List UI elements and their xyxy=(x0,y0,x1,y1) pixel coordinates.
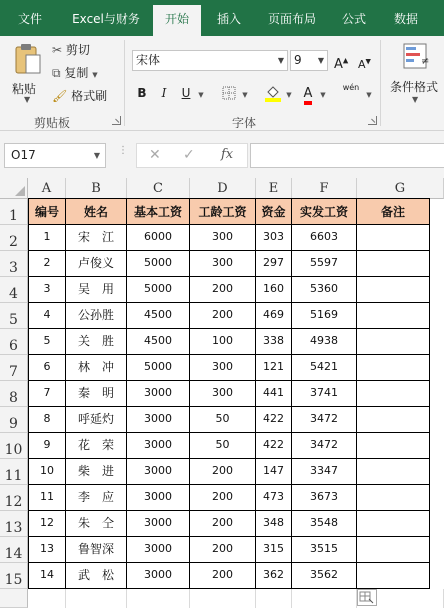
table-cell[interactable]: 5000 xyxy=(127,251,190,277)
table-cell[interactable]: 10 xyxy=(28,459,66,485)
table-cell[interactable]: 5 xyxy=(28,329,66,355)
table-cell[interactable] xyxy=(357,485,430,511)
conditional-format-label: 条件格式 xyxy=(390,80,439,94)
header-cell[interactable]: 编号 xyxy=(28,199,66,225)
table-cell[interactable]: 5597 xyxy=(292,251,357,277)
column-header-f[interactable]: F xyxy=(292,178,357,199)
formula-buttons xyxy=(136,143,248,168)
table-cell[interactable]: 200 xyxy=(190,277,256,303)
table-cell[interactable]: 公孙胜 xyxy=(66,303,127,329)
chevron-down-icon[interactable]: ▼ xyxy=(198,91,204,99)
table-cell[interactable] xyxy=(357,459,430,485)
table-cell[interactable] xyxy=(357,225,430,251)
tab-insert[interactable]: 插入 xyxy=(216,12,241,26)
row-header[interactable]: 4 xyxy=(0,277,28,303)
chevron-down-icon[interactable]: ▼ xyxy=(286,91,292,99)
table-cell[interactable]: 200 xyxy=(190,511,256,537)
gridline xyxy=(255,589,256,608)
underline-button[interactable]: U xyxy=(181,86,191,100)
table-cell[interactable]: 关 胜 xyxy=(66,329,127,355)
table-cell[interactable]: 300 xyxy=(190,225,256,251)
table-cell[interactable]: 13 xyxy=(28,537,66,563)
quick-analysis-glyph xyxy=(358,590,376,605)
table-cell[interactable]: 3 xyxy=(28,277,66,303)
table-cell[interactable]: 5169 xyxy=(292,303,357,329)
copy-label: 复制 xyxy=(64,66,89,80)
phonetic-label: wén xyxy=(342,83,360,92)
chevron-down-icon: ▼ xyxy=(92,71,98,79)
table-cell[interactable]: 3472 xyxy=(292,433,357,459)
table-cell[interactable]: 3000 xyxy=(127,511,190,537)
row-header-empty[interactable] xyxy=(0,589,28,608)
table-cell[interactable]: 300 xyxy=(190,251,256,277)
table-cell[interactable]: 338 xyxy=(256,329,292,355)
tab-excel-finance[interactable]: Excel与财务 xyxy=(72,12,140,26)
tab-home[interactable]: 开始 xyxy=(153,5,201,36)
phonetic-button[interactable] xyxy=(340,82,362,104)
table-cell[interactable]: 12 xyxy=(28,511,66,537)
row-header[interactable]: 1 xyxy=(0,199,28,225)
table-cell[interactable]: 315 xyxy=(256,537,292,563)
name-box[interactable] xyxy=(4,143,106,168)
clipboard-group-label: 剪贴板 xyxy=(34,116,71,130)
quick-analysis-icon[interactable] xyxy=(357,589,377,606)
table-cell[interactable]: 300 xyxy=(190,355,256,381)
table-cell[interactable]: 6000 xyxy=(127,225,190,251)
row-header[interactable]: 15 xyxy=(0,563,28,589)
table-cell[interactable]: 3347 xyxy=(292,459,357,485)
chevron-down-icon[interactable]: ▼ xyxy=(366,91,372,99)
table-cell[interactable]: 柴 进 xyxy=(66,459,127,485)
table-cell[interactable] xyxy=(357,537,430,563)
row-header[interactable]: 2 xyxy=(0,225,28,251)
table-cell[interactable]: 160 xyxy=(256,277,292,303)
table-cell[interactable]: 3000 xyxy=(127,485,190,511)
gridline xyxy=(291,589,292,608)
column-header-g[interactable]: G xyxy=(357,178,444,199)
chevron-down-icon[interactable]: ▼ xyxy=(320,91,326,99)
table-cell[interactable]: 3548 xyxy=(292,511,357,537)
chevron-down-icon: ▼ xyxy=(412,95,419,104)
table-cell[interactable]: 鲁智深 xyxy=(66,537,127,563)
decrease-font-icon: A▼ xyxy=(358,57,371,71)
header-cell[interactable]: 实发工资 xyxy=(292,199,357,225)
chevron-down-icon: ▼ xyxy=(24,95,31,104)
table-cell[interactable]: 473 xyxy=(256,485,292,511)
header-cell[interactable]: 工龄工资 xyxy=(190,199,256,225)
header-cell[interactable]: 姓名 xyxy=(66,199,127,225)
row-header[interactable]: 3 xyxy=(0,251,28,277)
table-cell[interactable]: 14 xyxy=(28,563,66,589)
paintbrush-icon: 🖌 xyxy=(52,89,68,103)
gridline xyxy=(126,589,127,608)
format-painter-button[interactable] xyxy=(52,86,107,106)
font-name-combo[interactable] xyxy=(132,50,288,71)
table-cell[interactable]: 6 xyxy=(28,355,66,381)
font-name-value: 宋体 xyxy=(136,53,161,67)
table-cell[interactable]: 3000 xyxy=(127,433,190,459)
bold-button[interactable]: B xyxy=(137,86,147,100)
row-header[interactable]: 8 xyxy=(0,381,28,407)
clipboard-dialog-launcher[interactable] xyxy=(112,116,121,125)
row-header[interactable]: 13 xyxy=(0,511,28,537)
table-cell[interactable]: 1 xyxy=(28,225,66,251)
font-dialog-launcher[interactable] xyxy=(368,116,377,125)
table-cell[interactable]: 3000 xyxy=(127,563,190,589)
column-header-d[interactable]: D xyxy=(190,178,256,199)
table-cell[interactable]: 5000 xyxy=(127,355,190,381)
row-header[interactable]: 11 xyxy=(0,459,28,485)
cut-button[interactable] xyxy=(52,40,90,60)
table-cell[interactable]: 469 xyxy=(256,303,292,329)
format-painter-label: 格式刷 xyxy=(71,89,108,103)
clipboard-icon xyxy=(13,42,43,76)
header-cell[interactable]: 资金 xyxy=(256,199,292,225)
table-cell[interactable]: 吴 用 xyxy=(66,277,127,303)
chevron-down-icon: ▼ xyxy=(277,56,284,65)
table-cell[interactable]: 李 应 xyxy=(66,485,127,511)
table-cell[interactable]: 50 xyxy=(190,433,256,459)
table-cell[interactable]: 3000 xyxy=(127,407,190,433)
table-cell[interactable] xyxy=(357,407,430,433)
table-cell[interactable]: 朱 仝 xyxy=(66,511,127,537)
table-cell[interactable]: 呼延灼 xyxy=(66,407,127,433)
table-cell[interactable]: 卢俊义 xyxy=(66,251,127,277)
fill-color-button[interactable] xyxy=(262,82,284,104)
table-cell[interactable]: 362 xyxy=(256,563,292,589)
table-cell[interactable]: 林 冲 xyxy=(66,355,127,381)
table-cell[interactable] xyxy=(357,277,430,303)
tab-formulas[interactable]: 公式 xyxy=(341,12,366,26)
enter-icon[interactable]: ✓ xyxy=(183,147,195,163)
table-cell[interactable]: 303 xyxy=(256,225,292,251)
tab-page-layout[interactable]: 页面布局 xyxy=(267,12,316,26)
table-cell[interactable]: 3741 xyxy=(292,381,357,407)
table-cell[interactable]: 200 xyxy=(190,563,256,589)
table-cell[interactable]: 宋 江 xyxy=(66,225,127,251)
table-cell[interactable]: 武 松 xyxy=(66,563,127,589)
worksheet-grid[interactable] xyxy=(0,178,444,608)
conditional-format-icon xyxy=(402,42,432,72)
italic-button[interactable]: I xyxy=(161,86,167,100)
table-cell[interactable]: 5421 xyxy=(292,355,357,381)
font-size-combo[interactable] xyxy=(290,50,328,71)
font-size-value: 9 xyxy=(294,53,302,67)
insert-function-button[interactable]: fx xyxy=(221,147,234,162)
table-cell[interactable]: 147 xyxy=(256,459,292,485)
column-header-a[interactable]: A xyxy=(28,178,66,199)
formula-bar-grip[interactable]: ⋮ xyxy=(118,145,128,156)
table-cell[interactable]: 3515 xyxy=(292,537,357,563)
gridline xyxy=(65,589,66,608)
table-cell[interactable]: 4500 xyxy=(127,329,190,355)
row-header[interactable]: 12 xyxy=(0,485,28,511)
table-cell[interactable] xyxy=(357,329,430,355)
ribbon-tab-bar xyxy=(0,0,444,36)
table-cell[interactable]: 422 xyxy=(256,407,292,433)
table-cell[interactable]: 6603 xyxy=(292,225,357,251)
table-cell[interactable] xyxy=(357,355,430,381)
table-cell[interactable]: 3472 xyxy=(292,407,357,433)
paste-label: 粘贴 xyxy=(12,82,37,96)
table-cell[interactable] xyxy=(357,563,430,589)
paste-button[interactable] xyxy=(8,40,48,106)
increase-font-button[interactable] xyxy=(334,51,348,71)
table-cell[interactable] xyxy=(357,381,430,407)
table-cell[interactable]: 秦 明 xyxy=(66,381,127,407)
tab-data[interactable]: 数据 xyxy=(393,12,418,26)
scissors-icon: ✂ xyxy=(52,43,63,57)
table-cell[interactable]: 50 xyxy=(190,407,256,433)
tab-file[interactable]: 文件 xyxy=(17,12,42,26)
row-header[interactable]: 6 xyxy=(0,329,28,355)
font-color-button[interactable] xyxy=(298,82,318,104)
svg-text:≠: ≠ xyxy=(421,56,430,67)
paint-bucket-icon xyxy=(264,84,282,102)
table-cell[interactable]: 297 xyxy=(256,251,292,277)
table-cell[interactable]: 7 xyxy=(28,381,66,407)
row-header[interactable]: 5 xyxy=(0,303,28,329)
table-cell[interactable]: 4500 xyxy=(127,303,190,329)
column-header-b[interactable]: B xyxy=(66,178,127,199)
table-cell[interactable]: 3000 xyxy=(127,459,190,485)
chevron-down-icon[interactable]: ▼ xyxy=(242,91,248,99)
header-cell[interactable]: 备注 xyxy=(357,199,430,225)
decrease-font-button[interactable] xyxy=(358,51,371,71)
table-cell[interactable]: 9 xyxy=(28,433,66,459)
table-cell[interactable]: 422 xyxy=(256,433,292,459)
table-cell[interactable] xyxy=(357,433,430,459)
row-header[interactable]: 10 xyxy=(0,433,28,459)
table-cell[interactable]: 花 荣 xyxy=(66,433,127,459)
group-divider xyxy=(124,40,125,126)
table-cell[interactable]: 441 xyxy=(256,381,292,407)
table-cell[interactable]: 3562 xyxy=(292,563,357,589)
borders-button[interactable] xyxy=(218,82,240,104)
table-cell[interactable]: 100 xyxy=(190,329,256,355)
table-cell[interactable]: 348 xyxy=(256,511,292,537)
formula-input[interactable] xyxy=(250,143,444,168)
table-cell[interactable]: 200 xyxy=(190,485,256,511)
ribbon-home xyxy=(0,36,444,131)
table-cell[interactable]: 8 xyxy=(28,407,66,433)
table-cell[interactable]: 4 xyxy=(28,303,66,329)
formula-bar xyxy=(0,131,444,178)
group-divider xyxy=(380,40,381,126)
table-cell[interactable] xyxy=(357,251,430,277)
table-cell[interactable] xyxy=(357,303,430,329)
table-cell[interactable]: 300 xyxy=(190,381,256,407)
table-cell[interactable] xyxy=(357,511,430,537)
column-header-e[interactable]: E xyxy=(256,178,292,199)
row-header[interactable]: 14 xyxy=(0,537,28,563)
conditional-format-button[interactable] xyxy=(388,40,444,106)
table-cell[interactable]: 5360 xyxy=(292,277,357,303)
chevron-down-icon: ▼ xyxy=(93,151,100,160)
border-icon xyxy=(222,86,236,100)
table-cell[interactable]: 3000 xyxy=(127,537,190,563)
font-group-label: 字体 xyxy=(232,116,257,130)
table-cell[interactable]: 5000 xyxy=(127,277,190,303)
table-cell[interactable]: 4938 xyxy=(292,329,357,355)
column-header-c[interactable]: C xyxy=(127,178,190,199)
table-cell[interactable]: 3673 xyxy=(292,485,357,511)
table-cell[interactable]: 121 xyxy=(256,355,292,381)
table-cell[interactable]: 200 xyxy=(190,303,256,329)
name-box-value: O17 xyxy=(11,148,36,162)
table-cell[interactable]: 11 xyxy=(28,485,66,511)
copy-button[interactable] xyxy=(52,63,98,83)
header-cell[interactable]: 基本工资 xyxy=(127,199,190,225)
table-cell[interactable]: 3000 xyxy=(127,381,190,407)
table-cell[interactable]: 200 xyxy=(190,459,256,485)
table-cell[interactable]: 200 xyxy=(190,537,256,563)
table-cell[interactable]: 2 xyxy=(28,251,66,277)
cancel-icon[interactable]: ✕ xyxy=(149,147,161,163)
copy-icon: ⧉ xyxy=(52,66,61,80)
row-header[interactable]: 7 xyxy=(0,355,28,381)
font-color-icon: A xyxy=(304,87,313,105)
cut-label: 剪切 xyxy=(65,43,90,57)
select-all-button[interactable] xyxy=(0,178,28,199)
gridline xyxy=(189,589,190,608)
chevron-down-icon: ▼ xyxy=(317,56,324,65)
increase-font-icon: A▲ xyxy=(334,57,349,73)
row-header[interactable]: 9 xyxy=(0,407,28,433)
